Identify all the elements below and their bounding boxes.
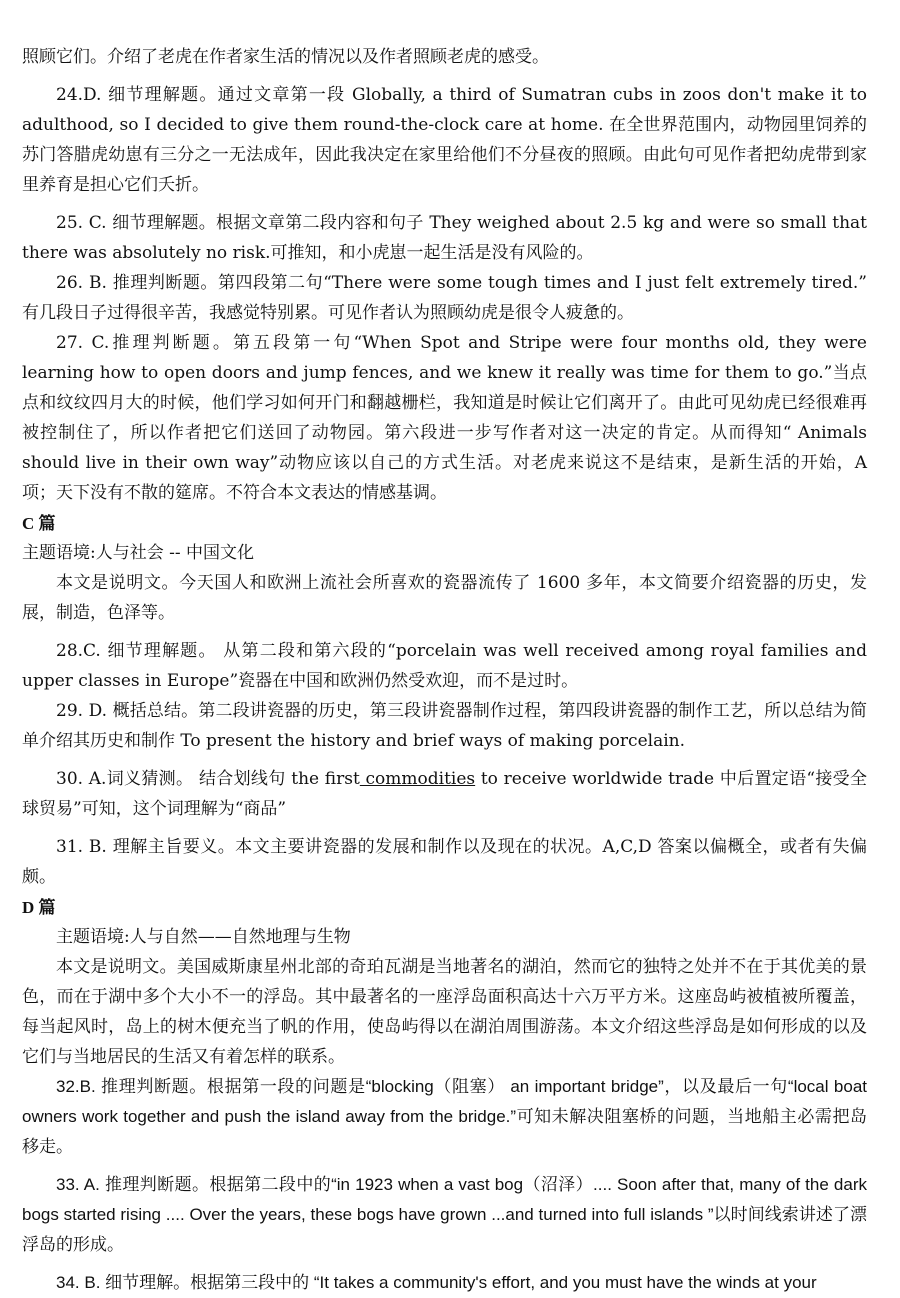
answer-34: 34. B. 细节理解。根据第三段中的 “It takes a community's effort, and you must have the winds at your <box>56 1273 817 1292</box>
section-heading-c: C 篇 <box>22 514 56 533</box>
answer-33: 33. A. 推理判断题。根据第二段中的“in 1923 when a vast bog（沼泽）.... Soon after that, many of the dark bogs started rising .... Over the years, these bogs have grown ...and turned into full islands ”以时间线索讲述了漂浮岛的形成。 <box>22 1175 867 1254</box>
answer-30-part1: 30. A.词义猜测。 结合划线句 the first <box>56 769 360 789</box>
answer-30-part2: to receive worldwide trade 中后置定语“接受全球贸易”可知，这个词理解为“商品” <box>22 769 867 819</box>
document-page <box>22 42 867 1298</box>
answer-27: 27. C.推理判断题。第五段第一句“When Spot and Stripe were four months old, they were learning how to open doors and jump fences, and we knew it really was time for them to go.”当点点和纹纹四月大的时候，他们学习如何开门和翻越栅栏，我知道是时候让它们离开了。由此可见幼虎已经很难再被控制住了，所以作者把它们送回了动物园。第六段进一步写作者对这一决定的肯定。从而得知“ Animals should live in their own way”动物应该以自己的方式生活。对老虎来说这不是结束，是新生活的开始，A 项；天下没有不散的筵席。不符合本文表达的情感基调。 <box>22 333 868 503</box>
answer-25: 25. C. 细节理解题。根据文章第二段内容和句子 They weighed about 2.5 kg and were so small that there was absolutely no risk.可推知，和小虎崽一起生活是没有风险的。 <box>22 213 867 263</box>
answer-30 <box>22 764 867 824</box>
summary-d: 本文是说明文。美国威斯康星州北部的奇珀瓦湖是当地著名的湖泊，然而它的独特之处并不在于其优美的景色，而在于湖中多个大小不一的浮岛。其中最著名的一座浮岛面积高达十六万平方米。这座岛屿被植被所覆盖，每当起风时，岛上的树木便充当了帆的作用，使岛屿得以在湖泊周围游荡。本文介绍这些浮岛是如何形成的以及它们与当地居民的生活又有着怎样的联系。 <box>22 957 867 1067</box>
answer-28: 28.C. 细节理解题。 从第二段和第六段的“porcelain was well received among royal families and upper classes in Europe”瓷器在中国和欧洲仍然受欢迎，而不是过时。 <box>22 641 867 691</box>
topic-context-d: 主题语境:人与自然——自然地理与生物 <box>56 927 351 947</box>
section-heading-d: D 篇 <box>22 898 56 917</box>
answer-26: 26. B. 推理判断题。第四段第二句“There were some tough times and I just felt extremely tired.” 有几段日子过得很辛苦，我感觉特别累。可见作者认为照顾幼虎是很令人疲惫的。 <box>22 273 867 323</box>
paragraph-intro-end: 照顾它们。介绍了老虎在作者家生活的情况以及作者照顾老虎的感受。 <box>22 47 549 67</box>
answer-24: 24.D. 细节理解题。通过文章第一段 Globally, a third of Sumatran cubs in zoos don't make it to adulthood, so I decided to give them round-the-clock care at home. 在全世界范围内，动物园里饲养的苏门答腊虎幼崽有三分之一无法成年，因此我决定在家里给他们不分昼夜的照顾。由此句可见作者把幼虎带到家里养育是担心它们夭折。 <box>22 85 867 195</box>
answer-31: 31. B. 理解主旨要义。本文主要讲瓷器的发展和制作以及现在的状况。A,C,D 答案以偏概全，或者有失偏颇。 <box>22 837 867 887</box>
answer-32: 32.B. 推理判断题。根据第一段的问题是“blocking（阻塞） an important bridge”，以及最后一句“local boat owners work together and push the island away from the bridge.”可知未解决阻塞桥的问题，当地船主必需把岛移走。 <box>22 1077 867 1156</box>
topic-context-c: 主题语境:人与社会 -- 中国文化 <box>22 543 255 563</box>
summary-c: 本文是说明文。今天国人和欧洲上流社会所喜欢的瓷器流传了 1600 多年，本文简要介绍瓷器的历史，发展，制造，色泽等。 <box>22 573 867 623</box>
answer-29: 29. D. 概括总结。第二段讲瓷器的历史，第三段讲瓷器制作过程，第四段讲瓷器的制作工艺，所以总结为简单介绍其历史和制作 To present the history and brief ways of making porcelain. <box>22 701 867 751</box>
underlined-word: commodities <box>359 769 476 789</box>
